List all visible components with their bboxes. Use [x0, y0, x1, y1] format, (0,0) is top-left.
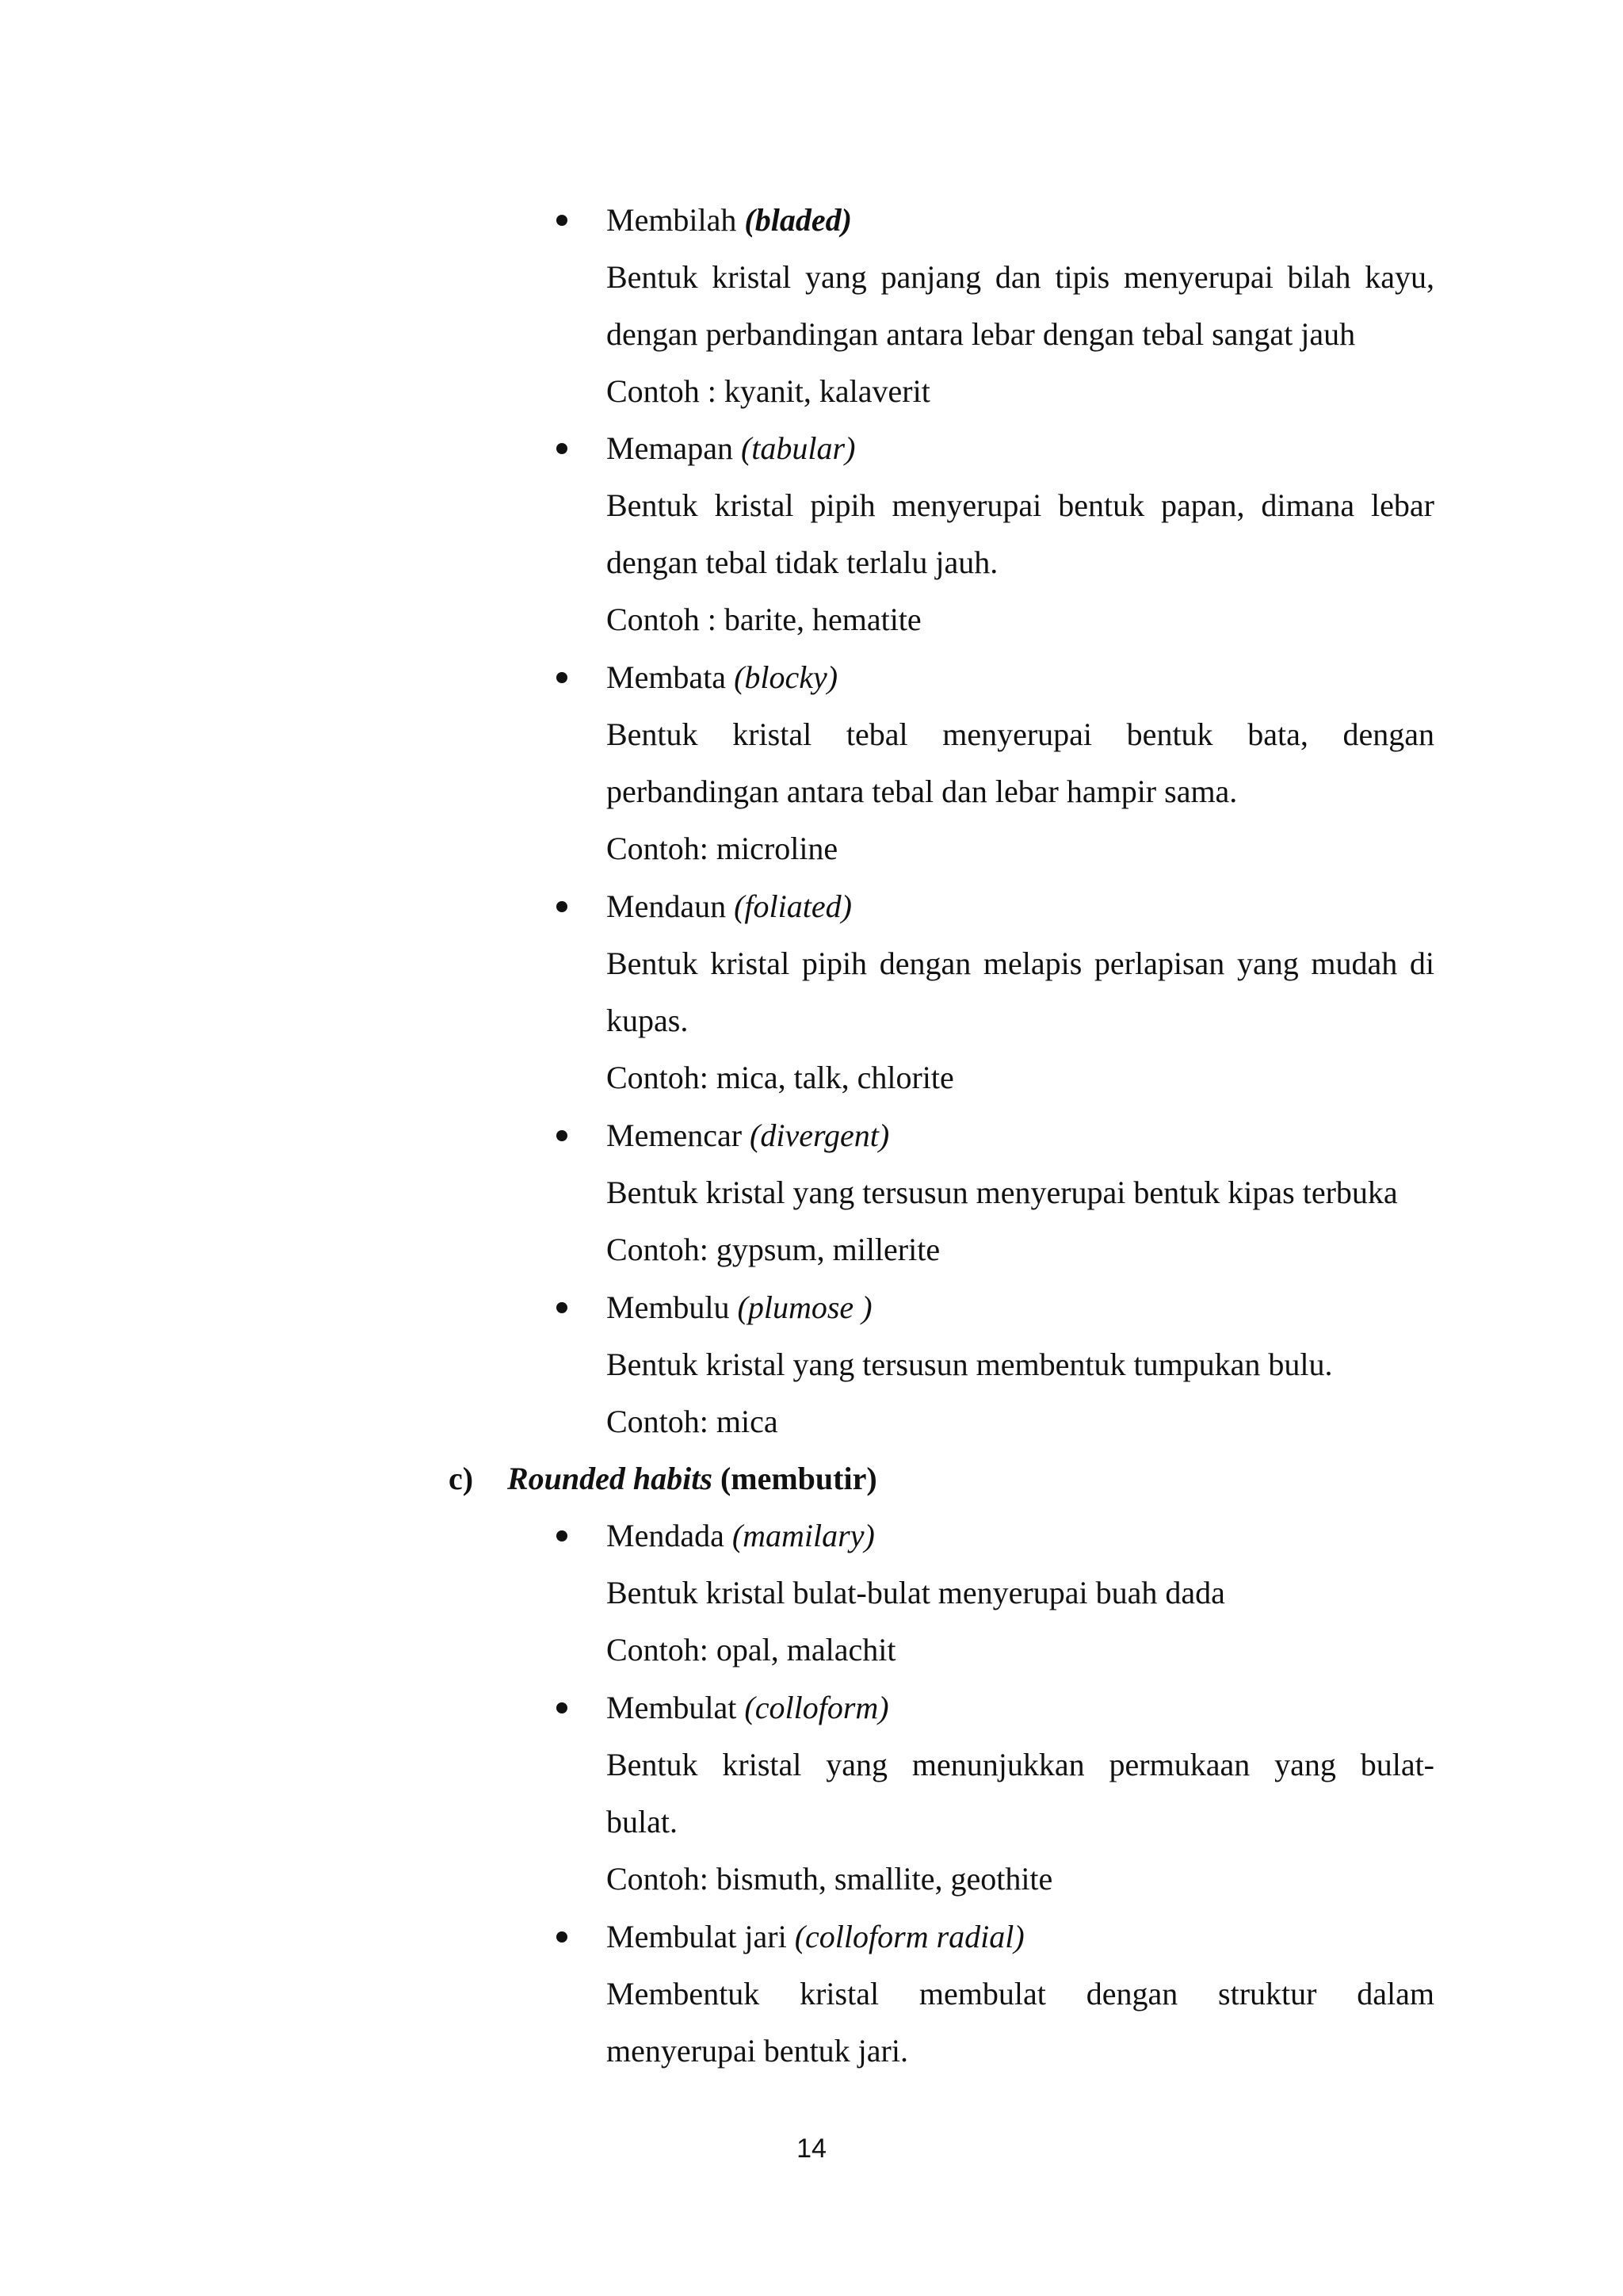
bullet-icon [556, 1702, 567, 1713]
item-description-line: Bentuk kristal bulat-bulat menyerupai buah dada [606, 1575, 1225, 1610]
bullet-icon [556, 1530, 567, 1541]
section-heading-indonesian: (membutir) [712, 1461, 877, 1496]
item-english-term: (foliated) [734, 888, 852, 924]
item-description-line: Bentuk kristal yang tersusun membentuk tumpukan bulu. [606, 1347, 1333, 1382]
item-description-line: perbandingan antara tebal dan lebar hampir sama. [606, 774, 1238, 809]
item-title [606, 1918, 1025, 1956]
section-heading-english: Rounded habits [507, 1461, 712, 1496]
item-example: Contoh: gypsum, millerite [606, 1232, 941, 1267]
item-term: Membata [606, 659, 735, 695]
bullet-icon [556, 443, 567, 454]
item-description-line: Bentuk kristal yang panjang dan tipis menyerupai bilah kayu, [606, 259, 1434, 295]
bullet-icon [556, 672, 567, 683]
section-letter: c) [449, 1461, 474, 1496]
item-term: Mendaun [606, 888, 735, 924]
item-english-term: (bladed) [744, 202, 852, 238]
item-english-term: (tabular) [740, 430, 856, 466]
item-title [606, 888, 852, 926]
item-english-term: (divergent) [750, 1117, 890, 1153]
item-example: Contoh : kyanit, kalaverit [606, 373, 930, 409]
item-term: Membilah [606, 202, 745, 238]
item-title [606, 1517, 875, 1555]
item-english-term: (blocky) [734, 659, 838, 695]
item-description-line: Bentuk kristal tebal menyerupai bentuk bata, dengan [606, 716, 1434, 752]
item-description-line: bulat. [606, 1804, 678, 1839]
section-heading [507, 1460, 877, 1498]
item-term: Membulat jari [606, 1919, 795, 1954]
item-description-line: Bentuk kristal yang tersusun menyerupai bentuk kipas terbuka [606, 1175, 1398, 1210]
bullet-icon [556, 215, 567, 226]
item-title [606, 201, 852, 239]
item-description-line: dengan tebal tidak terlalu jauh. [606, 544, 999, 580]
bullet-icon [556, 1931, 567, 1943]
item-description-line: Membentuk kristal membulat dengan struktur dalam [606, 1976, 1434, 2011]
page-number: 14 [796, 2134, 827, 2164]
item-description-line: Bentuk kristal yang menunjukkan permukaan yang bulat- [606, 1747, 1434, 1782]
item-title [606, 1117, 889, 1155]
item-description-line: Bentuk kristal pipih menyerupai bentuk papan, dimana lebar [606, 487, 1434, 523]
item-term: Mendada [606, 1518, 732, 1553]
item-title [606, 1689, 889, 1727]
item-term: Memapan [606, 430, 741, 466]
item-english-term: (mamilary) [731, 1518, 875, 1553]
item-description-line: menyerupai bentuk jari. [606, 2033, 908, 2069]
bullet-icon [556, 1302, 567, 1313]
bullet-icon [556, 901, 567, 912]
item-title [606, 1289, 873, 1327]
item-example: Contoh : barite, hematite [606, 602, 922, 637]
item-english-term: (colloform) [744, 1690, 889, 1725]
item-title [606, 659, 838, 697]
item-english-term: (plumose ) [737, 1289, 873, 1325]
item-example: Contoh: microline [606, 831, 838, 866]
item-example: Contoh: mica, talk, chlorite [606, 1060, 954, 1095]
item-example: Contoh: mica [606, 1404, 778, 1439]
item-term: Membulu [606, 1289, 738, 1325]
item-term: Membulat [606, 1690, 745, 1725]
item-description-line: kupas. [606, 1003, 689, 1038]
bullet-icon [556, 1130, 567, 1141]
item-title [606, 430, 855, 468]
item-description-line: Bentuk kristal pipih dengan melapis perlapisan yang mudah di [606, 946, 1434, 981]
item-term: Memencar [606, 1117, 750, 1153]
item-example: Contoh: bismuth, smallite, geothite [606, 1861, 1053, 1897]
item-example: Contoh: opal, malachit [606, 1632, 896, 1668]
item-english-term: (colloform radial) [794, 1919, 1025, 1954]
item-description-line: dengan perbandingan antara lebar dengan tebal sangat jauh [606, 316, 1356, 352]
